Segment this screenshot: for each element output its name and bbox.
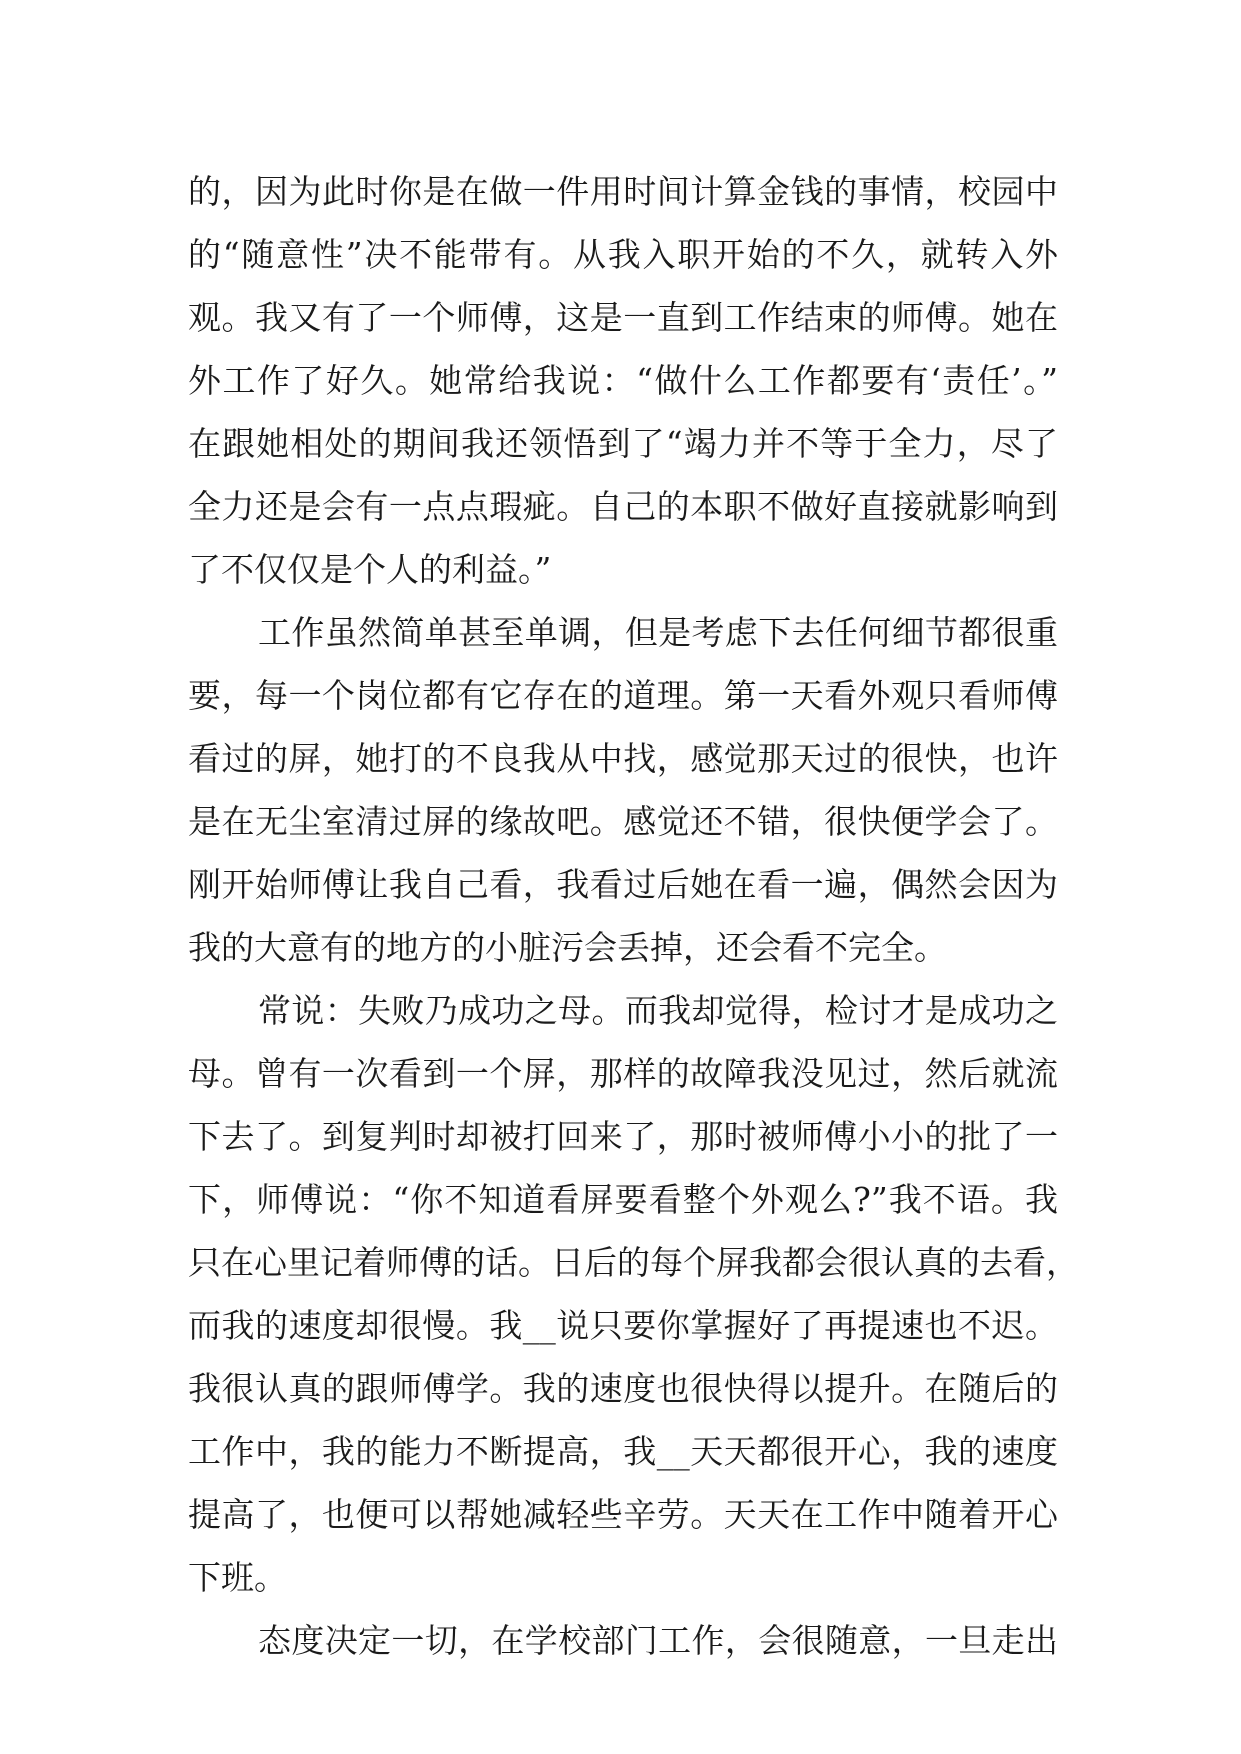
text-line: 的“随意性”决不能带有。从我入职开始的不久，就转入外 [188, 235, 1058, 274]
text-line: 而我的速度却很慢。我__说只要你掌握好了再提速也不迟。 [188, 1306, 1058, 1345]
text-line: 只在心里记着师傅的话。日后的每个屏我都会很认真的去看， [188, 1243, 1079, 1282]
paragraph-start-line: 常说：失败乃成功之母。而我却觉得，检讨才是成功之 [258, 991, 1058, 1030]
text-line: 下，师傅说：“你不知道看屏要看整个外观么?”我不语。我 [188, 1180, 1058, 1219]
text-line: 了不仅仅是个人的利益。” [188, 550, 552, 589]
text-line: 刚开始师傅让我自己看，我看过后她在看一遍，偶然会因为 [188, 865, 1058, 904]
text-line: 外工作了好久。她常给我说：“做什么工作都要有‘责任’。” [188, 361, 1058, 400]
text-line: 全力还是会有一点点瑕疵。自己的本职不做好直接就影响到 [188, 487, 1058, 526]
text-line: 是在无尘室清过屏的缘故吧。感觉还不错，很快便学会了。 [188, 802, 1058, 841]
text-line: 的，因为此时你是在做一件用时间计算金钱的事情，校园中 [188, 172, 1058, 211]
text-line: 我的大意有的地方的小脏污会丢掉，还会看不完全。 [188, 928, 947, 967]
text-line: 下去了。到复判时却被打回来了，那时被师傅小小的批了一 [188, 1117, 1058, 1156]
text-line: 我很认真的跟师傅学。我的速度也很快得以提升。在随后的 [188, 1369, 1058, 1408]
text-line: 要，每一个岗位都有它存在的道理。第一天看外观只看师傅 [188, 676, 1058, 715]
paragraph-start-line: 工作虽然简单甚至单调，但是考虑下去任何细节都很重 [258, 613, 1058, 652]
body-text [188, 160, 1079, 1672]
text-line: 在跟她相处的期间我还领悟到了“竭力并不等于全力，尽了 [188, 424, 1058, 463]
text-line: 母。曾有一次看到一个屏，那样的故障我没见过，然后就流 [188, 1054, 1058, 1093]
paragraph-start-line: 态度决定一切，在学校部门工作，会很随意，一旦走出 [258, 1621, 1058, 1660]
text-line: 提高了，也便可以帮她减轻些辛劳。天天在工作中随着开心 [188, 1495, 1058, 1534]
text-line: 看过的屏，她打的不良我从中找，感觉那天过的很快，也许 [188, 739, 1058, 778]
text-line: 工作中，我的能力不断提高，我__天天都很开心，我的速度 [188, 1432, 1058, 1471]
text-line: 下班。 [188, 1558, 287, 1597]
text-line: 观。我又有了一个师傅，这是一直到工作结束的师傅。她在 [188, 298, 1058, 337]
